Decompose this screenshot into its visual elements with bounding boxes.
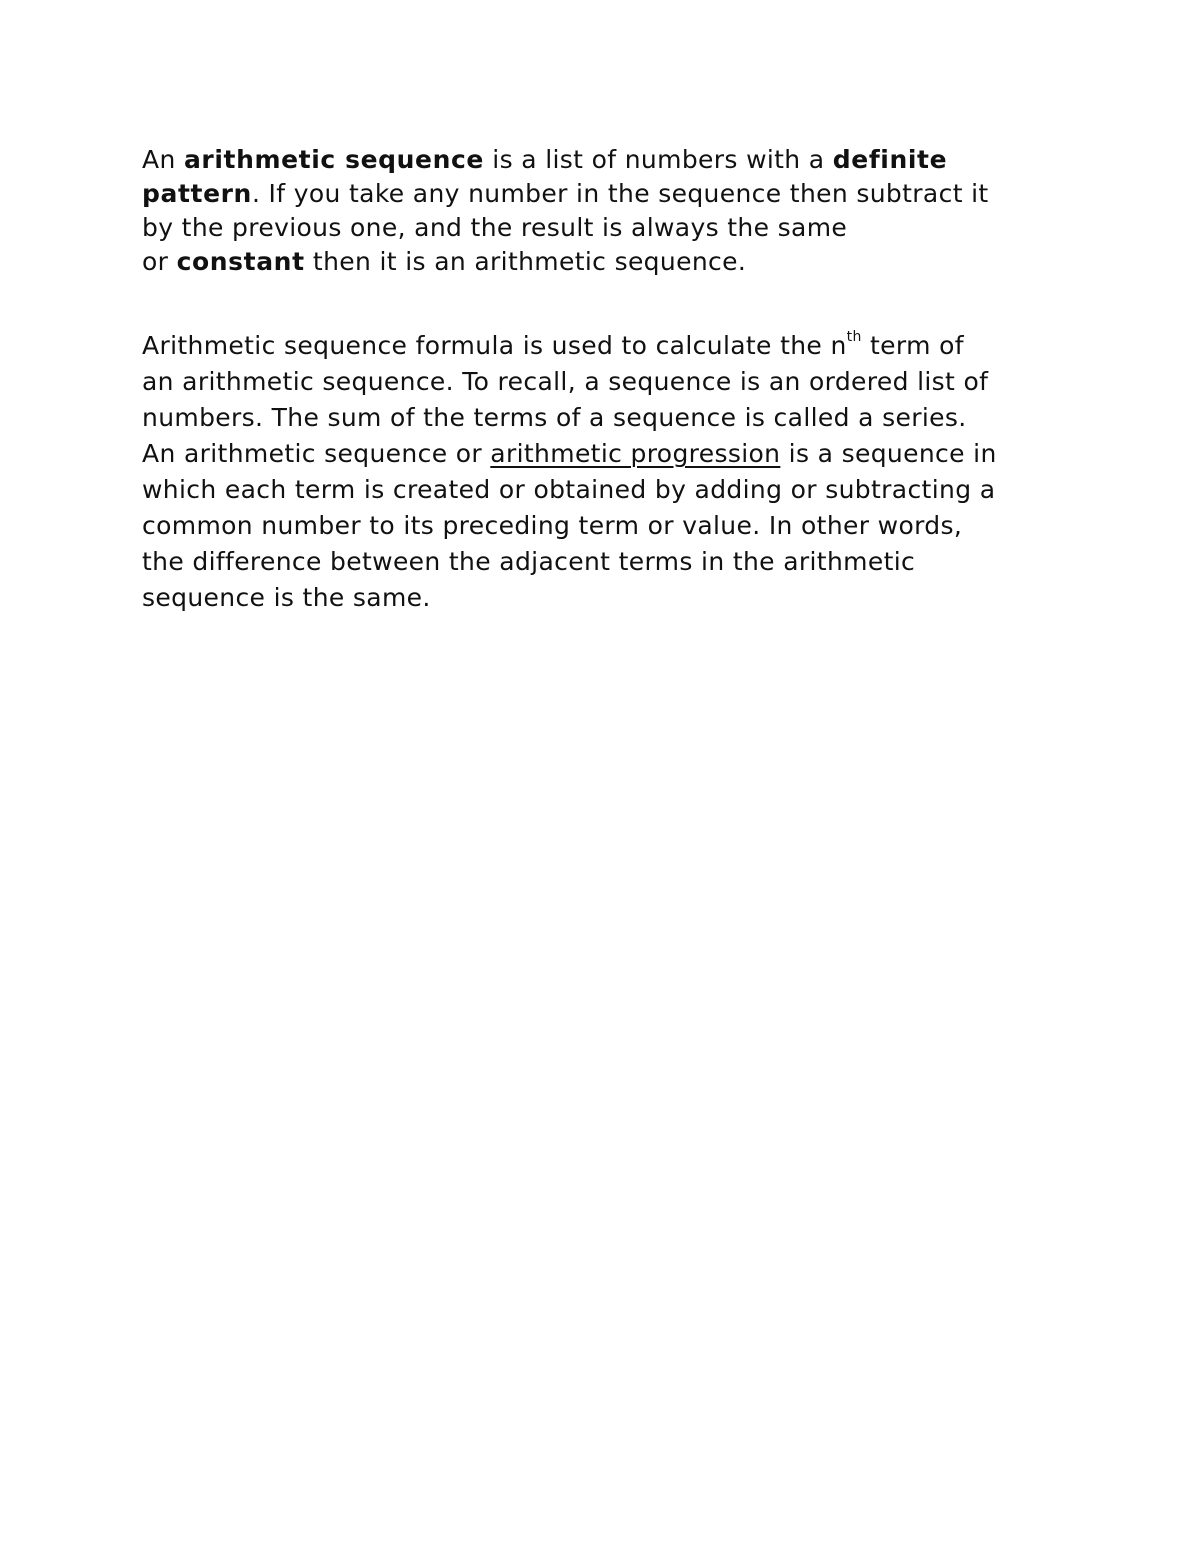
paragraph-formula (142, 328, 1072, 616)
paragraph-line: the difference between the adjacent terms in the arithmetic (142, 547, 916, 576)
superscript-th: th (846, 328, 862, 345)
bold-term-definite: definite (832, 145, 948, 174)
paragraph-line: an arithmetic sequence. To recall, a sequence is an ordered list of (142, 367, 989, 396)
paragraph-line: common number to its preceding term or value. In other words, (142, 511, 963, 540)
paragraph-line: which each term is created or obtained by adding or subtracting a (142, 475, 996, 504)
paragraph-line: An arithmetic sequence is a list of numbers with a definite (142, 145, 948, 174)
paragraph-line: by the previous one, and the result is always the same (142, 213, 848, 242)
bold-term-constant: constant (176, 247, 305, 276)
paragraph-line: pattern. If you take any number in the sequence then subtract it (142, 179, 989, 208)
arithmetic-progression-link[interactable]: arithmetic progression (490, 439, 781, 468)
bold-term-pattern: pattern (142, 179, 252, 208)
paragraph-line: Arithmetic sequence formula is used to calculate the $n^{th}$ term of (142, 328, 964, 360)
paragraph-definition (142, 143, 1072, 279)
paragraph-line: numbers. The sum of the terms of a sequence is called a series. (142, 403, 967, 432)
paragraph-line: sequence is the same. (142, 583, 431, 612)
paragraph-line: An arithmetic sequence or arithmetic progression is a sequence in (142, 439, 997, 468)
paragraph-line: or constant then it is an arithmetic sequence. (142, 247, 747, 276)
bold-term-arithmetic-sequence: arithmetic sequence (183, 145, 484, 174)
